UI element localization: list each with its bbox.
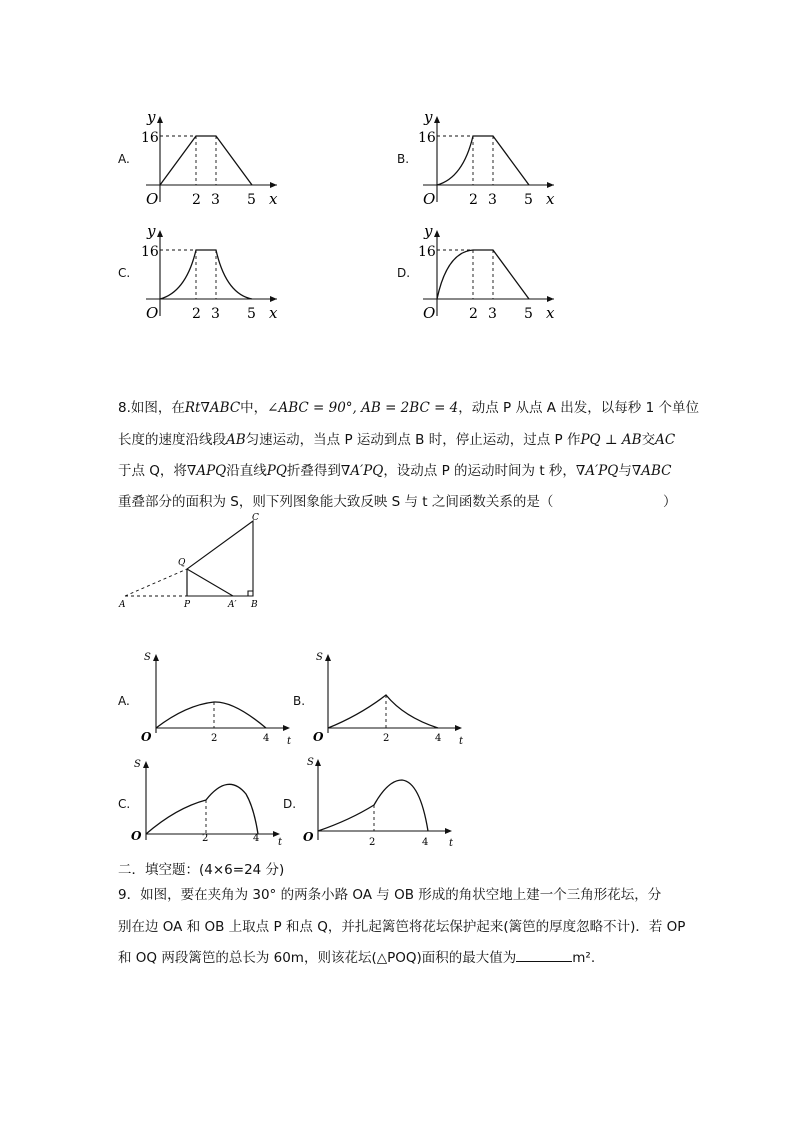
right-angle-mark — [248, 591, 253, 596]
x-tick-5: 5 — [524, 306, 533, 322]
y-axis-arrow — [434, 230, 440, 237]
x-tick-4: 4 — [263, 733, 270, 744]
q8-graph-b — [310, 645, 470, 745]
q7-graph-b — [417, 108, 567, 212]
q8-line-4 — [118, 490, 553, 510]
q8-graph-d — [300, 752, 460, 852]
triangle-remaining-outline — [187, 521, 253, 596]
y-axis-arrow — [434, 116, 440, 123]
x-tick-2: 2 — [211, 733, 218, 744]
x-tick-3: 3 — [211, 306, 220, 322]
y-label: y — [424, 222, 433, 240]
label-Q: Q — [178, 558, 186, 568]
q8-math: AC — [655, 432, 676, 448]
x-label: x — [546, 190, 555, 208]
x-tick-2: 2 — [383, 733, 390, 744]
origin-label: O — [423, 190, 436, 208]
q8-text: ，设动点 P 的运动时间为 t 秒， — [383, 463, 576, 479]
q9-text: 和 OQ 两段篱笆的总长为 60m，则该花坛(△POQ)面积的最大值为 — [118, 950, 517, 966]
q7-graph-c — [140, 222, 290, 326]
x-label: x — [269, 304, 278, 322]
x-label: t — [459, 736, 464, 745]
x-axis-arrow — [445, 828, 452, 834]
question-number: 8. — [118, 400, 131, 416]
y-axis-arrow — [325, 654, 331, 661]
x-tick-2: 2 — [192, 192, 201, 208]
x-tick-3: 3 — [488, 192, 497, 208]
graph-curve — [437, 250, 529, 299]
q8-option-c-label: C. — [118, 797, 131, 811]
y-axis-arrow — [153, 654, 159, 661]
q7-option-a-label: A. — [118, 152, 130, 166]
y-axis-arrow — [157, 230, 163, 237]
label-C: C — [252, 513, 259, 523]
q7-option-b-label: B. — [397, 152, 410, 166]
x-label: x — [546, 304, 555, 322]
q8-math: PQ ⊥ AB — [580, 432, 642, 448]
origin-label: O — [141, 730, 152, 744]
q8-text: 匀速运动，当点 P 运动到点 B 时，停止运动，过点 P 作 — [245, 432, 581, 448]
q7-option-d-label: D. — [397, 266, 411, 280]
x-tick-4: 4 — [253, 833, 260, 844]
x-tick-2: 2 — [369, 837, 376, 848]
q8-text: 与 — [618, 463, 632, 479]
x-tick-5: 5 — [247, 306, 256, 322]
y-label: y — [424, 108, 433, 126]
origin-label: O — [146, 190, 159, 208]
x-tick-5: 5 — [524, 192, 533, 208]
graph-curve — [160, 136, 252, 185]
guide-lines — [437, 250, 493, 299]
x-axis-arrow — [270, 296, 277, 302]
graph-curve — [328, 695, 438, 728]
q8-text: 交 — [641, 432, 656, 448]
q7-graph-d — [417, 222, 567, 326]
graph-curve — [437, 136, 529, 185]
x-axis-arrow — [283, 725, 290, 731]
x-tick-2: 2 — [192, 306, 201, 322]
x-tick-4: 4 — [435, 733, 442, 744]
x-label: t — [449, 838, 454, 849]
q9-line-1: 9．如图，要在夹角为 30° 的两条小路 OA 与 OB 形成的角状空地上建一个三角形花坛，分 — [118, 887, 662, 903]
x-label: t — [287, 736, 292, 745]
q9-line-2: 别在边 OA 和 OB 上取点 P 和点 Q，并扎起篱笆将花坛保护起来(篱笆的厚度忽略不计)．若 OP — [118, 919, 686, 935]
q8-option-b-label: B. — [293, 694, 306, 708]
x-tick-3: 3 — [488, 306, 497, 322]
y-tick-16: 16 — [141, 130, 159, 146]
q8-text: 中， — [240, 400, 268, 416]
section-2-title: 二．填空题：(4×6=24 分) — [118, 862, 285, 878]
x-tick-3: 3 — [211, 192, 220, 208]
q8-text: 沿直线 — [226, 463, 267, 479]
x-axis-arrow — [270, 182, 277, 188]
q8-math: ∇A′PQ — [575, 463, 619, 479]
y-label: S — [307, 757, 314, 768]
q8-triangle-figure — [112, 512, 272, 612]
dashed-folded-region — [125, 569, 187, 596]
origin-label: O — [313, 730, 324, 744]
q8-line-2 — [118, 428, 675, 448]
y-axis-arrow — [157, 116, 163, 123]
q8-option-d-label: D. — [283, 797, 297, 811]
q8-answer-paren-close: ） — [663, 494, 677, 510]
q8-math: AB — [226, 432, 246, 448]
label-B: B — [251, 600, 258, 610]
y-label: S — [316, 652, 323, 663]
q8-text: 重叠部分的面积为 S，则下列图象能大致反映 S 与 t 之间函数关系的是（ — [118, 494, 554, 510]
graph-curve — [160, 250, 252, 299]
q8-math: PQ — [266, 463, 287, 479]
y-tick-16: 16 — [141, 244, 159, 260]
q8-option-a-label: A. — [118, 694, 130, 708]
y-axis-arrow — [143, 761, 149, 768]
q8-math: ∇A′PQ — [340, 463, 384, 479]
q8-line-1 — [118, 396, 699, 416]
guide-lines — [160, 136, 216, 185]
fold-lines — [187, 569, 233, 596]
x-tick-5: 5 — [247, 192, 256, 208]
origin-label: O — [423, 304, 436, 322]
q9-unit: m². — [572, 950, 596, 966]
q8-text: 如图，在 — [130, 400, 185, 416]
label-A-prime: A′ — [228, 600, 237, 610]
q8-math: ∇APQ — [186, 463, 227, 479]
x-tick-2: 2 — [469, 192, 478, 208]
q9-line-3 — [118, 946, 595, 966]
x-tick-4: 4 — [422, 837, 429, 848]
x-axis-arrow — [547, 182, 554, 188]
y-tick-16: 16 — [418, 130, 436, 146]
x-label: t — [278, 837, 283, 848]
y-label: S — [144, 652, 151, 663]
q8-line-3 — [118, 459, 672, 479]
label-A: A — [119, 600, 126, 610]
q8-graph-c — [128, 752, 288, 852]
graph-curve — [318, 780, 428, 831]
y-label: y — [147, 108, 156, 126]
q8-text: 折叠得到 — [286, 463, 341, 479]
q8-graph-a — [138, 645, 298, 745]
label-P: P — [184, 600, 191, 610]
x-tick-2: 2 — [469, 306, 478, 322]
q8-math: ∠ABC = 90°, AB = 2BC = 4 — [267, 400, 459, 416]
x-axis-arrow — [455, 725, 462, 731]
answer-blank[interactable] — [516, 949, 572, 962]
q8-math: Rt∇ABC — [184, 400, 241, 416]
x-axis-arrow — [547, 296, 554, 302]
origin-label: O — [303, 830, 314, 844]
y-label: S — [134, 759, 141, 770]
y-tick-16: 16 — [418, 244, 436, 260]
q8-math: ∇ABC — [631, 463, 672, 479]
x-label: x — [269, 190, 278, 208]
graph-curve — [156, 702, 266, 728]
q7-graph-a — [140, 108, 290, 212]
q8-text: 于点 Q，将 — [118, 463, 187, 479]
origin-label: O — [131, 829, 142, 843]
q8-text: ，动点 P 从点 A 出发，以每秒 1 个单位 — [458, 400, 699, 416]
y-axis-arrow — [315, 759, 321, 766]
y-label: y — [147, 222, 156, 240]
q8-text: 长度的速度沿线段 — [118, 432, 226, 448]
x-tick-2: 2 — [202, 833, 209, 844]
origin-label: O — [146, 304, 159, 322]
graph-curve — [146, 784, 258, 834]
q7-option-c-label: C. — [118, 266, 131, 280]
